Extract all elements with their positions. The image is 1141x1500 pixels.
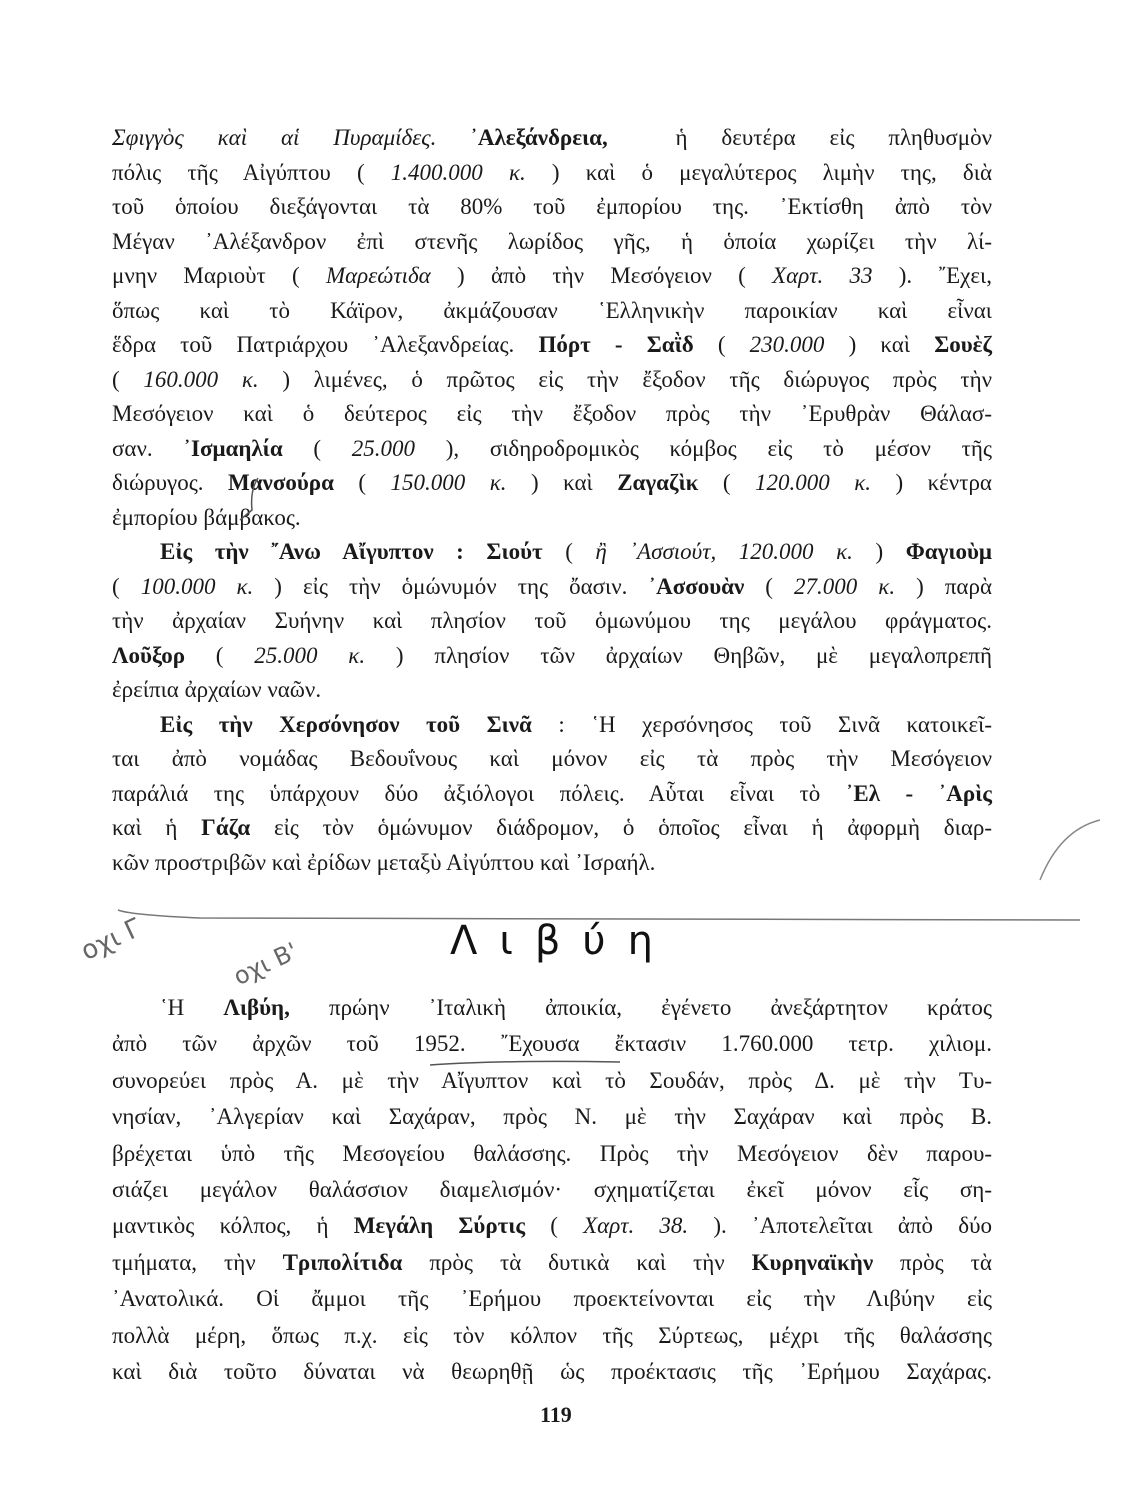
text-run: ) καὶ	[506, 470, 618, 495]
text-run: (	[185, 642, 255, 668]
text-run: πόλις τῆς Αἰγύπτου (	[112, 159, 391, 185]
text-run: ἐμπορίου βάμβακος.	[112, 504, 301, 530]
text-line	[112, 673, 992, 708]
text-line	[112, 1063, 992, 1099]
text-line	[112, 363, 992, 398]
text-line	[112, 225, 992, 260]
bold-text: Τριπολίτιδα	[282, 1249, 403, 1275]
italic-text: 120.000 κ.	[754, 470, 871, 495]
text-run: παράλιά της ὑπάρχουν δύο ἀξιόλογοι πόλεις. Αὗται εἶναι τὸ	[112, 780, 846, 806]
italic-text: ἢ ᾿Ασσιούτ, 120.000 κ.	[595, 539, 853, 564]
italic-text: 160.000 κ.	[143, 366, 259, 392]
text-line	[112, 811, 992, 846]
text-line	[112, 846, 992, 881]
text-run: (	[542, 539, 596, 564]
text-run: ), σιδηροδρομικὸς κόμβος εἰς τὸ μέσον τῆς	[415, 435, 992, 461]
page-number: 119	[540, 1402, 572, 1427]
text-run: ἕδρα τοῦ Πατριάρχου ᾿Αλεξανδρείας.	[112, 332, 539, 357]
text-run: ) καὶ ὁ μεγαλύτερος λιμὴν της, διὰ	[525, 159, 993, 185]
text-run: νησίαν, ᾿Αλγερίαν καὶ Σαχάραν, πρὸς Ν. μὲ τὴν Σαχάραν καὶ πρὸς Β.	[112, 1104, 992, 1130]
text-run: Μεσόγειον καὶ ὁ δεύτερος εἰς τὴν ἔξοδον πρὸς τὴν ᾿Ερυθρὰν Θάλασ-	[112, 401, 992, 426]
text-line	[112, 1245, 992, 1281]
text-run: ) κέντρα	[870, 470, 992, 495]
pen-curve-right	[1040, 820, 1100, 880]
text-line	[112, 604, 992, 639]
text-run: πρώην ᾿Ιταλικὴ ἀποικία, ἐγένετο ἀνεξάρτητον κράτος	[289, 995, 992, 1020]
text-run: ). ᾿Αποτελεῖται ἀπὸ δύο	[688, 1213, 992, 1239]
text-line	[112, 121, 992, 156]
italic-text: 100.000 κ.	[140, 573, 254, 599]
text-line	[112, 1318, 992, 1354]
bold-text: Εἰς τὴν ῎Ανω Αἴγυπτον : Σιούτ	[160, 539, 543, 564]
italic-text: 150.000 κ.	[390, 470, 507, 495]
text-line	[112, 1172, 992, 1208]
text-line	[112, 501, 992, 536]
text-run: (	[112, 573, 141, 599]
text-run: πολλὰ μέρη, ὅπως π.χ. εἰς τὸν κόλπον τῆς Σύρτεως, μέχρι τῆς θαλάσσης	[112, 1322, 992, 1348]
text-run: ) ἀπὸ τὴν Μεσόγειον (	[430, 263, 773, 288]
text-run: : ῾Η χερσόνησος τοῦ Σινᾶ κατοικεῖ-	[531, 711, 992, 737]
text-run: κῶν προστριβῶν καὶ ἐρίδων μεταξὺ Αἰγύπτου καὶ ᾿Ισραήλ.	[112, 849, 656, 875]
bold-text: ᾿Ισμαηλία	[183, 435, 283, 461]
italic-text: Χαρτ. 33	[772, 263, 873, 288]
text-line	[112, 990, 992, 1026]
text-run: (	[744, 573, 795, 599]
text-section-egypt	[112, 121, 992, 880]
bold-text: Λοῦξορ	[112, 642, 185, 668]
text-run: ). ῎Εχει,	[872, 263, 992, 288]
italic-text: 27.000 κ.	[794, 573, 896, 599]
text-line	[112, 742, 992, 777]
text-line	[112, 777, 992, 812]
bold-text: Κυρηναϊκὴν	[751, 1249, 874, 1275]
italic-text: Χαρτ. 38.	[583, 1213, 689, 1239]
text-run: πρὸς τὰ δυτικὰ καὶ τὴν	[402, 1249, 752, 1275]
text-line	[112, 294, 992, 329]
text-line	[112, 156, 992, 191]
text-run: ἀπὸ τῶν ἀρχῶν τοῦ 1952. ῎Εχουσα ἔκτασιν 1.760.000 τετρ. χιλιομ.	[112, 1031, 992, 1057]
text-run: (	[333, 470, 391, 495]
text-run: πρὸς τὰ	[873, 1249, 992, 1275]
text-run: )	[852, 539, 906, 564]
text-line	[112, 466, 992, 501]
bold-text: Πόρτ - Σαῒδ	[538, 332, 694, 357]
bold-text: Εἰς τὴν Χερσόνησον τοῦ Σινᾶ	[160, 711, 532, 737]
bold-text: ᾿Αλεξάνδρεια,	[470, 125, 608, 150]
text-run: ) παρὰ	[895, 573, 993, 599]
text-run: σιάζει μεγάλον θαλάσσιον διαμελισμόν· σχηματίζεται ἐκεῖ μόνον εἷς ση-	[112, 1176, 992, 1202]
text-run: καὶ διὰ τοῦτο δύναται νὰ θεωρηθῇ ὡς προέκτασις τῆς ᾿Ερήμου Σαχάρας.	[112, 1358, 992, 1384]
text-line	[112, 1208, 992, 1244]
text-run: ) πλησίον τῶν ἀρχαίων Θηβῶν, μὲ μεγαλοπρεπῆ	[365, 642, 993, 668]
bold-text: Γάζα	[201, 815, 251, 840]
text-run: διώρυγος.	[112, 470, 229, 495]
text-run: (	[698, 470, 755, 495]
bold-text: ᾿Ελ - ᾿Αρὶς	[845, 780, 992, 806]
text-run: ται ἀπὸ νομάδας Βεδουΐνους καὶ μόνον εἰς τὰ πρὸς τὴν Μεσόγειον	[112, 746, 992, 771]
text-run: μαντικὸς κόλπος, ἡ	[112, 1213, 354, 1239]
italic-text: Σφιγγὸς καὶ αἱ Πυραμίδες.	[112, 125, 471, 150]
text-line	[112, 190, 992, 225]
handwritten-note-1: οχι Γ	[76, 913, 146, 967]
italic-text: Μαρεώτιδα	[325, 263, 431, 288]
text-run: σαν.	[112, 435, 184, 461]
text-run: τμήματα, τὴν	[112, 1249, 283, 1275]
text-line	[112, 259, 992, 294]
text-run: ) λιμένες, ὁ πρῶτος εἰς τὴν ἔξοδον τῆς διώρυγος πρὸς τὴν	[258, 366, 993, 392]
text-line	[112, 432, 992, 467]
text-run: ) εἰς τὴν ὁμώνυμόν της ὄασιν.	[253, 573, 649, 599]
text-run: (	[282, 435, 352, 461]
text-line	[112, 1281, 992, 1317]
text-line	[112, 328, 992, 363]
bold-text: Ζαγαζὶκ	[617, 470, 699, 495]
text-run: (	[112, 366, 144, 392]
text-run: ᾿Ανατολικά. Οἱ ἄμμοι τῆς ᾿Ερήμου προεκτείνονται εἰς τὴν Λιβύην εἰς	[112, 1286, 992, 1312]
text-line	[112, 535, 992, 570]
bold-text: Μανσούρα	[228, 470, 334, 495]
text-run: ἐρείπια ἀρχαίων ναῶν.	[112, 677, 322, 702]
bold-text: Μεγάλη Σύρτις	[353, 1213, 526, 1239]
text-run: τοῦ ὁποίου διεξάγονται τὰ 80% τοῦ ἐμπορίου της. ᾿Εκτίσθη ἀπὸ τὸν	[112, 194, 992, 219]
text-run: τὴν ἀρχαίαν Συήνην καὶ πλησίον τοῦ ὁμωνύμου της μεγάλου φράγματος.	[112, 608, 992, 633]
italic-text: 25.000 κ.	[254, 642, 366, 668]
italic-text: 230.000	[749, 332, 825, 357]
section-heading: Λιβύη	[450, 918, 675, 964]
text-line	[112, 397, 992, 432]
text-run: (	[693, 332, 750, 357]
text-line	[112, 1136, 992, 1172]
text-run: μνην Μαριοὺτ (	[112, 263, 326, 288]
text-run: καὶ ἡ	[112, 815, 202, 840]
text-run: (	[525, 1213, 584, 1239]
text-run: βρέχεται ὑπὸ τῆς Μεσογείου θαλάσσης. Πρὸς τὴν Μεσόγειον δὲν παρου-	[112, 1140, 992, 1166]
text-line	[112, 1026, 992, 1062]
text-run: ὅπως καὶ τὸ Κάϊρον, ἀκμάζουσαν ῾Ελληνικὴν παροικίαν καὶ εἶναι	[112, 297, 992, 323]
text-line	[112, 570, 992, 605]
text-line	[112, 1099, 992, 1135]
text-run: ῾Η	[160, 995, 224, 1020]
text-section-libya	[112, 990, 992, 1390]
text-line	[112, 639, 992, 674]
bold-text: Σουὲζ	[934, 332, 992, 357]
text-run: ἡ δευτέρα εἰς πληθυσμὸν	[607, 125, 992, 150]
text-run: συνορεύει πρὸς Α. μὲ τὴν Αἴγυπτον καὶ τὸ Σουδάν, πρὸς Δ. μὲ τὴν Τυ-	[112, 1067, 992, 1093]
text-line	[112, 1354, 992, 1390]
italic-text: 1.400.000 κ.	[390, 159, 526, 185]
bold-text: Λιβύη,	[223, 995, 290, 1020]
text-run: ) καὶ	[824, 332, 935, 357]
text-line	[112, 708, 992, 743]
bold-text: Φαγιοὺμ	[905, 539, 992, 564]
text-run: Μέγαν ᾿Αλέξανδρον ἐπὶ στενῆς λωρίδος γῆς, ἡ ὁποία χωρίζει τὴν λί-	[112, 228, 992, 254]
handwritten-note-2: οχι Β'	[229, 937, 303, 991]
italic-text: 25.000	[351, 435, 415, 461]
bold-text: ᾿Ασσουὰν	[648, 573, 745, 599]
text-run: εἰς τὸν ὁμώνυμον διάδρομον, ὁ ὁποῖος εἶναι ἡ ἀφορμὴ διαρ-	[250, 815, 993, 840]
